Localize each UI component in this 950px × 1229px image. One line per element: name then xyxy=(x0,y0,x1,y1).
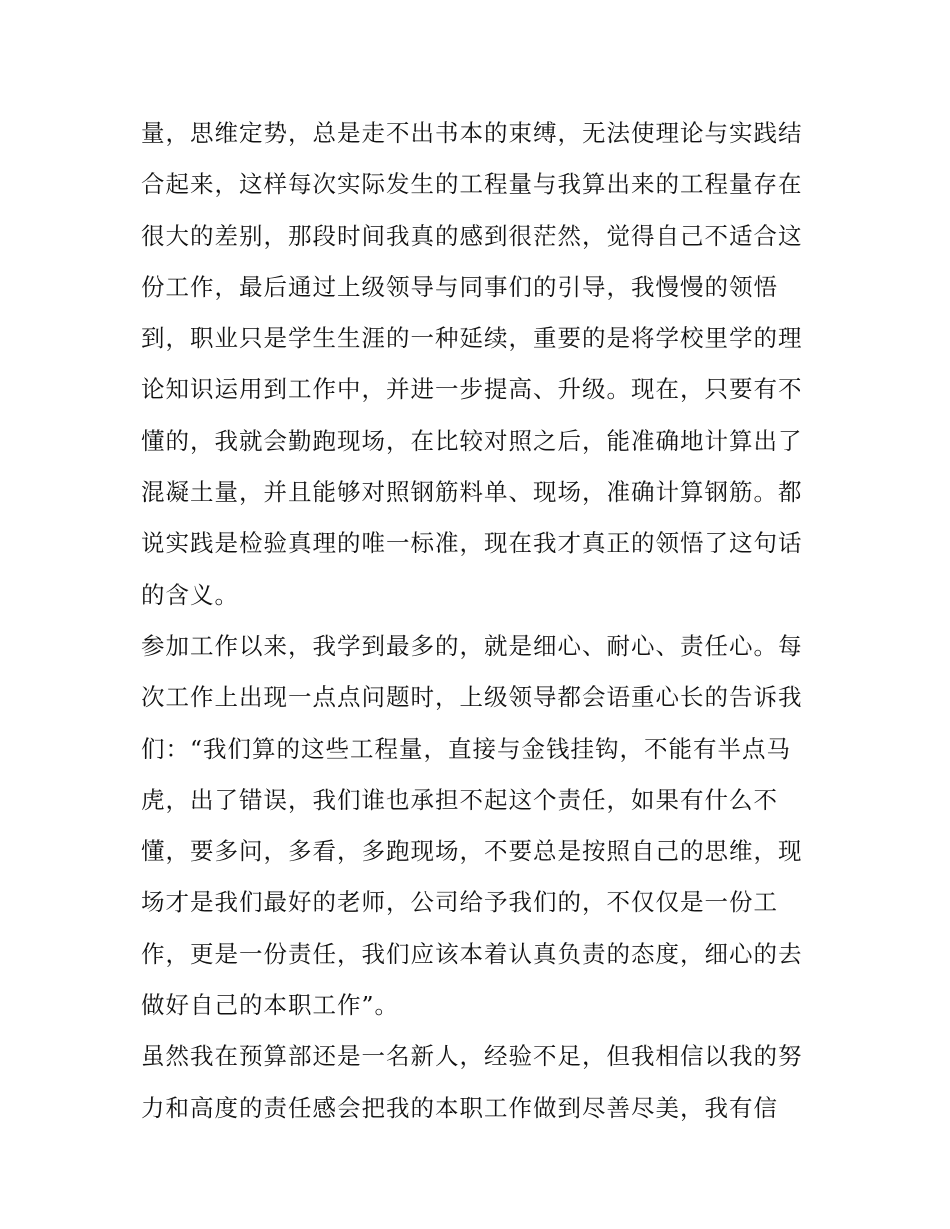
text-line: 作，更是一份责任，我们应该本着认真负责的态度，细心的去 xyxy=(141,939,803,968)
text-line: 懂的，我就会勤跑现场，在比较对照之后，能准确地计算出了 xyxy=(141,426,803,455)
text-line: 虎，出了错误，我们谁也承担不起这个责任，如果有什么不 xyxy=(141,785,778,814)
text-line: 说实践是检验真理的唯一标准，现在我才真正的领悟了这句话 xyxy=(141,529,803,558)
text-line: 论知识运用到工作中，并进一步提高、升级。现在，只要有不 xyxy=(141,375,803,404)
text-line: 很大的差别，那段时间我真的感到很茫然，觉得自己不适合这 xyxy=(141,221,803,250)
document-body xyxy=(141,108,821,1134)
text-line: 虽然我在预算部还是一名新人，经验不足，但我相信以我的努 xyxy=(141,1042,803,1071)
text-line: 力和高度的责任感会把我的本职工作做到尽善尽美，我有信 xyxy=(141,1093,778,1122)
text-line: 做好自己的本职工作”。 xyxy=(141,991,400,1020)
text-line: 混凝土量，并且能够对照钢筋料单、现场，准确计算钢筋。都 xyxy=(141,478,803,507)
text-line: 场才是我们最好的老师，公司给予我们的，不仅仅是一份工 xyxy=(141,888,778,917)
text-line: 到，职业只是学生生涯的一种延续，重要的是将学校里学的理 xyxy=(141,324,803,353)
text-line: 参加工作以来，我学到最多的，就是细心、耐心、责任心。每 xyxy=(141,631,803,660)
text-line: 份工作，最后通过上级领导与同事们的引导，我慢慢的领悟 xyxy=(141,272,778,301)
text-line: 们：“我们算的这些工程量，直接与金钱挂钩，不能有半点马 xyxy=(141,734,792,763)
text-line: 次工作上出现一点点问题时，上级领导都会语重心长的告诉我 xyxy=(141,683,803,712)
text-line: 量，思维定势，总是走不出书本的束缚，无法使理论与实践结 xyxy=(141,119,803,147)
text-line: 懂，要多问，多看，多跑现场，不要总是按照自己的思维，现 xyxy=(141,837,803,866)
text-line: 合起来，这样每次实际发生的工程量与我算出来的工程量存在 xyxy=(141,170,803,199)
text-line: 的含义。 xyxy=(141,580,239,609)
